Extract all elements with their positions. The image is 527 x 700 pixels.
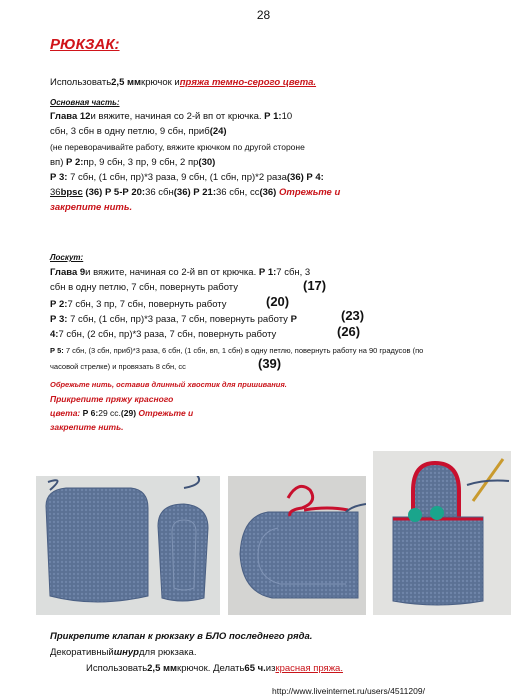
flap-row-4: Р 3: 7 сбн, (1 сбн, пр)*3 раза, 7 сбн, повернуть работу Р <box>50 314 297 325</box>
main-row-7: закрепите нить. <box>50 202 133 213</box>
flap-red-yarn-illustration <box>228 476 366 615</box>
flap-row-2: сбн в одну петлю, 7 сбн, повернуть работу <box>50 282 239 293</box>
main-heading: Основная часть: <box>50 98 120 107</box>
flap-row-7: часовой стрелке) и провязать 8 сбн, сс <box>50 362 186 371</box>
flap-row-1: Глава 9и вяжите, начиная со 2-й вп от крючка. Р 1:7 сбн, 3 <box>50 267 311 278</box>
main-row-4: вп) Р 2:пр, 9 сбн, 3 пр, 9 сбн, 2 пр(30) <box>50 157 216 168</box>
page-title: РЮКЗАК: <box>50 36 120 53</box>
flap-count-26: (26) <box>337 324 361 339</box>
main-row-6: 36bpsc (36) Р 5-Р 20:36 сбн(36) Р 21:36 сбн, сс(36) Отрежьте и <box>50 187 341 198</box>
photo-backpack-body-and-flap <box>36 476 220 615</box>
flap-attach-3: закрепите нить. <box>50 422 124 432</box>
main-row-5: Р 3: 7 сбн, (1 сбн, пр)*3 раза, 9 сбн, (1 сбн, пр)*2 раза(36) Р 4: <box>50 172 324 183</box>
flap-row-3: Р 2:7 сбн, 3 пр, 7 сбн, повернуть работу <box>50 299 227 310</box>
flap-count-17: (17) <box>303 278 327 293</box>
main-row-1: Глава 12и вяжите, начиная со 2-й вп от крючка. Р 1:10 <box>50 111 293 122</box>
bottom-cord-line: Декоративныйшнурдля рюкзака. <box>50 647 197 658</box>
watermark-url: http://www.liveinternet.ru/users/4511209/ <box>272 686 425 696</box>
flap-count-23: (23) <box>341 308 365 323</box>
bottom-attach-note: Прикрепите клапан к рюкзаку в БЛО последнего ряда. <box>50 631 313 642</box>
flap-row-6: Р 5: 7 сбн, (3 сбн, приб)*3 раза, 6 сбн, (1 сбн, вп, 1 сбн) в одну петлю, повернуть работу на 90 градусов (по <box>50 346 424 355</box>
page-number: 28 <box>256 8 271 22</box>
main-row-2: сбн, 3 сбн в одну петлю, 9 сбн, приб(24) <box>50 126 227 137</box>
knit-pieces-illustration <box>36 476 220 615</box>
flap-attach-1: Прикрепите пряжу красного <box>50 394 174 404</box>
photo-assembled-backpack <box>373 451 511 615</box>
flap-cut-note: Обрежьте нить, оставив длинный хвостик для пришивания. <box>50 380 287 389</box>
photo-flap-with-red-yarn <box>228 476 366 615</box>
bottom-hook-line: Использовать2,5 ммкрючок. Делать65 ч.изкрасная пряжа. <box>86 663 343 674</box>
flap-count-20: (20) <box>266 294 290 309</box>
flap-row-5: 4:7 сбн, (2 сбн, пр)*3 раза, 7 сбн, повернуть работу <box>50 329 277 340</box>
flap-count-39: (39) <box>258 356 282 371</box>
flap-attach-2: цвета: Р 6:29 сс.(29) Отрежьте и <box>50 408 194 418</box>
main-row-3: (не переворачивайте работу, вяжите крючком по другой стороне <box>50 142 305 152</box>
intro-line: Использовать2,5 ммкрючок ипряжа темно-серого цвета. <box>50 77 317 88</box>
flap-heading: Лоскут: <box>50 253 84 262</box>
assembled-backpack-illustration <box>373 451 511 615</box>
